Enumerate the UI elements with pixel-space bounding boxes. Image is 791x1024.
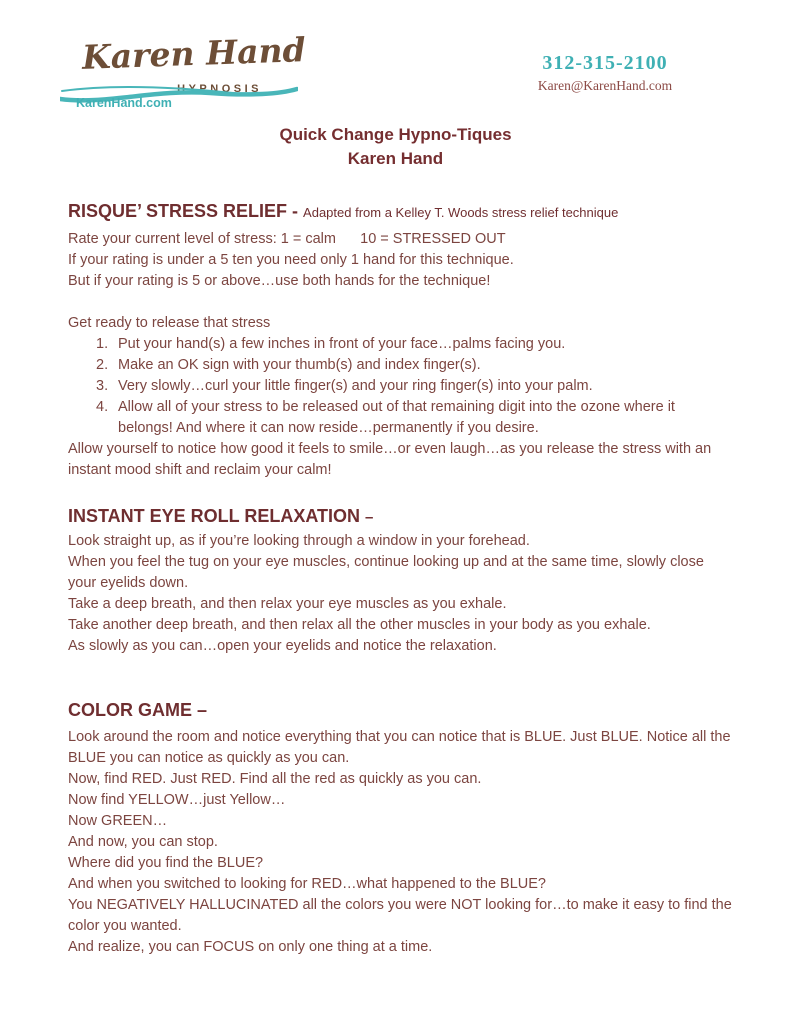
body-line: And realize, you can FOCUS on only one thing at a time.: [68, 939, 433, 955]
body-line: Rate your current level of stress: 1 = calm 10 = STRESSED OUT: [68, 231, 506, 247]
logo-script-name: Karen Hand: [81, 30, 307, 77]
section-risque-stress-relief: [68, 200, 758, 481]
heading-dash: –: [365, 509, 374, 526]
body-line: But if your rating is 5 or above…use both hands for the technique!: [68, 273, 491, 289]
list-item-text: Put your hand(s) a few inches in front of your face…palms facing you.: [118, 336, 566, 352]
section-heading-risque: [68, 200, 758, 224]
heading-text: RISQUE’ STRESS RELIEF -: [68, 201, 304, 221]
body-line: Take another deep breath, and then relax all the other muscles in your body as you exhale.: [68, 617, 651, 633]
section-heading-color-game: COLOR GAME –: [68, 700, 208, 720]
body-line: Take a deep breath, and then relax your eye muscles as you exhale.: [68, 596, 507, 612]
document-title: [0, 123, 791, 171]
list-item-1: [96, 334, 758, 355]
body-line: Look straight up, as if you’re looking through a window in your forehead.: [68, 533, 530, 549]
document-body: [68, 200, 758, 958]
body-line: As slowly as you can…open your eyelids and notice the relaxation.: [68, 638, 497, 654]
list-item-2: [96, 355, 758, 376]
list-item-text: Make an OK sign with your thumb(s) and index finger(s).: [118, 357, 481, 373]
list-item-3: [96, 376, 758, 397]
logo-website-text: KarenHand.com: [76, 96, 172, 110]
body-line: your eyelids down.: [68, 575, 189, 591]
body-line: Allow yourself to notice how good it feels to smile…or even laugh…as you release the stress with an: [68, 441, 712, 457]
body-line: BLUE you can notice as quickly as you can.: [68, 750, 350, 766]
list-item-line: Allow all of your stress to be released out of that remaining digit into the ozone where it: [118, 399, 675, 415]
body-line: Look around the room and notice everything that you can notice that is BLUE. Just BLUE. Notice all the: [68, 729, 731, 745]
title-line-1: Quick Change Hypno-Tiques: [279, 125, 512, 144]
list-item-line: belongs! And where it can now reside…permanently if you desire.: [118, 420, 539, 436]
body-line: Where did you find the BLUE?: [68, 855, 264, 871]
section-heading-eye-roll: [68, 505, 758, 529]
heading-text: INSTANT EYE ROLL RELAXATION: [68, 506, 366, 526]
karen-hand-logo: [60, 28, 307, 116]
section-instant-eye-roll: [68, 505, 758, 657]
body-line: You NEGATIVELY HALLUCINATED all the colors you were NOT looking for…to make it easy to find the: [68, 897, 732, 913]
email-address: Karen@KarenHand.com: [537, 78, 673, 93]
list-item-text: [118, 397, 675, 439]
body-line: When you feel the tug on your eye muscles, continue looking up and at the same time, slowly close: [68, 554, 704, 570]
title-line-2: Karen Hand: [347, 149, 444, 168]
list-number: 1.: [96, 336, 109, 352]
logo-subtitle: HYPNOSIS: [177, 83, 262, 95]
body-line: instant mood shift and reclaim your calm!: [68, 462, 332, 478]
numbered-list: [96, 334, 758, 439]
body-line: Now find YELLOW…just Yellow…: [68, 792, 286, 808]
section-color-game: [68, 699, 758, 958]
body-line: Now GREEN…: [68, 813, 168, 829]
body-line: Now, find RED. Just RED. Find all the red as quickly as you can.: [68, 771, 482, 787]
body-line: And now, you can stop.: [68, 834, 218, 850]
list-item-4: [96, 397, 758, 439]
list-number: 4.: [96, 399, 109, 415]
body-line: color you wanted.: [68, 918, 182, 934]
contact-block: [488, 52, 722, 94]
list-number: 3.: [96, 378, 109, 394]
body-line: If your rating is under a 5 ten you need only 1 hand for this technique.: [68, 252, 514, 268]
phone-number: 312-315-2100: [542, 52, 668, 74]
list-item-text: Very slowly…curl your little finger(s) and your ring finger(s) into your palm.: [118, 378, 593, 394]
body-line: And when you switched to looking for RED…what happened to the BLUE?: [68, 876, 546, 892]
heading-note: Adapted from a Kelley T. Woods stress relief technique: [303, 205, 619, 220]
list-number: 2.: [96, 357, 109, 373]
list-intro: Get ready to release that stress: [68, 315, 271, 331]
